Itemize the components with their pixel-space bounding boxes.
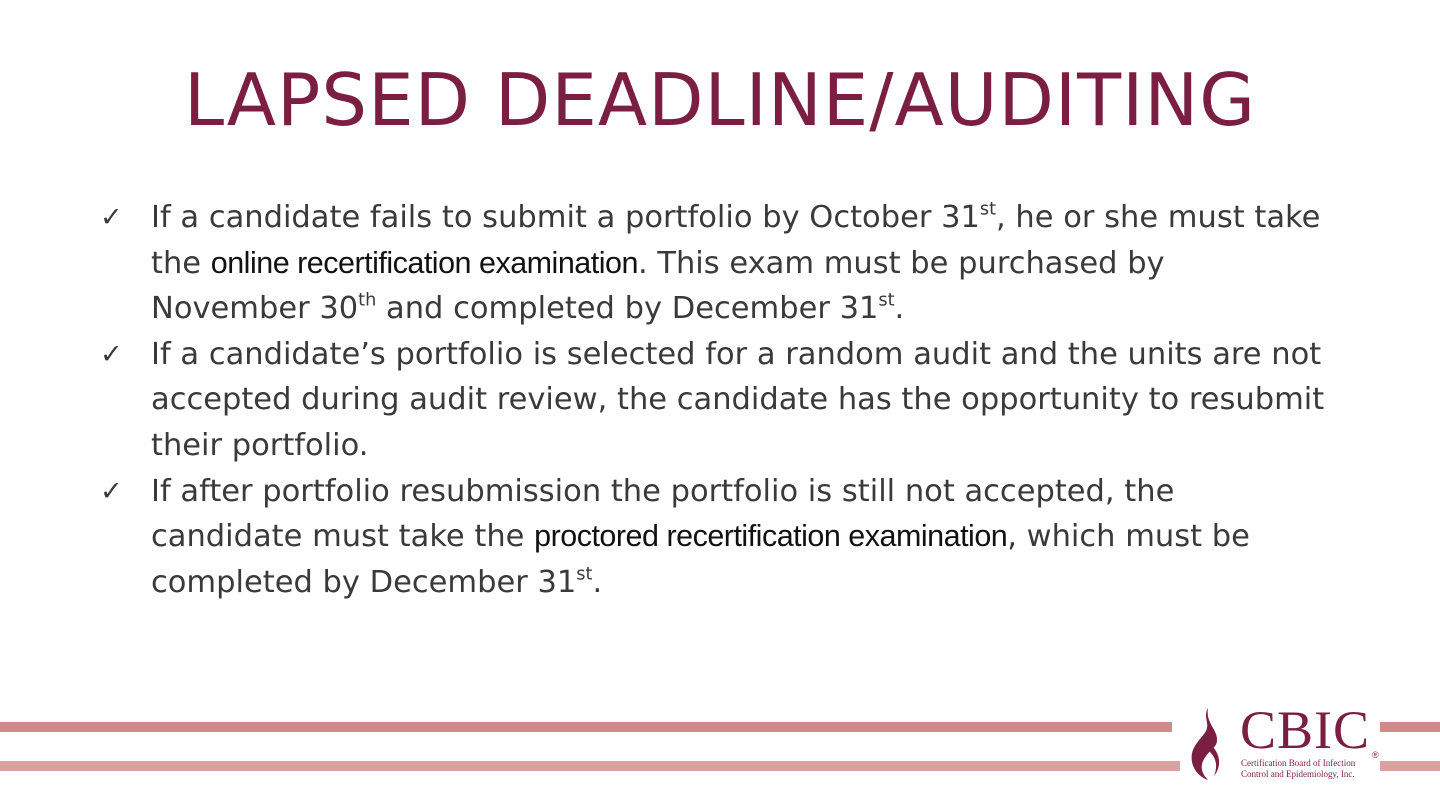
bullet-text: , he or she must take the	[151, 200, 1321, 281]
footer-stripe-top	[0, 722, 1172, 732]
emphasized-text: proctored recertification examination	[534, 519, 1008, 554]
ordinal-suffix: st	[576, 564, 593, 585]
logo-subtitle	[1241, 758, 1381, 780]
bullet-text: , which must be completed by December 31	[151, 519, 1250, 600]
logo-wordmark: CBIC	[1240, 700, 1371, 760]
check-icon: ✓	[100, 338, 123, 370]
bullet-item	[100, 195, 1330, 332]
emphasized-text: online recertification examination	[210, 245, 638, 280]
bullet-list	[100, 195, 1330, 605]
bullet-text: If after portfolio resubmission the portfolio is still not accepted, the candidate must take the	[151, 473, 1175, 555]
ordinal-suffix: st	[878, 290, 895, 311]
bullet-text: If a candidate’s portfolio is selected for a random audit and the units are not accepted during audit review, the candidate has the opportunity to resubmit their portfolio.	[151, 336, 1325, 463]
cbic-logo	[1186, 700, 1382, 786]
bullet-item	[100, 469, 1330, 606]
logo-subtitle-line-1: Certification Board of Infection	[1241, 758, 1356, 768]
bullet-text: .	[894, 291, 905, 327]
check-icon: ✓	[100, 475, 123, 507]
slide-title: LAPSED DEADLINE/AUDITING	[183, 58, 1257, 142]
check-icon: ✓	[100, 202, 123, 233]
registered-mark: ®	[1372, 750, 1379, 760]
bullet-text: If a candidate fails to submit a portfolio by October 31	[151, 200, 980, 235]
footer-stripe-bottom-right	[1380, 761, 1440, 771]
cbic-flame-icon	[1186, 706, 1226, 782]
footer-stripe-top-right	[1380, 722, 1440, 732]
bullet-text: .	[592, 564, 603, 600]
bullet-text: . This exam must be purchased by November 30	[151, 245, 1165, 327]
ordinal-suffix: st	[979, 199, 997, 220]
bullet-text: and completed by December 31	[376, 291, 879, 327]
logo-subtitle-line-2: Control and Epidemiology, Inc.	[1241, 769, 1355, 779]
bullet-item	[100, 332, 1330, 469]
footer-stripe-bottom	[0, 761, 1180, 771]
ordinal-suffix: th	[358, 290, 377, 311]
